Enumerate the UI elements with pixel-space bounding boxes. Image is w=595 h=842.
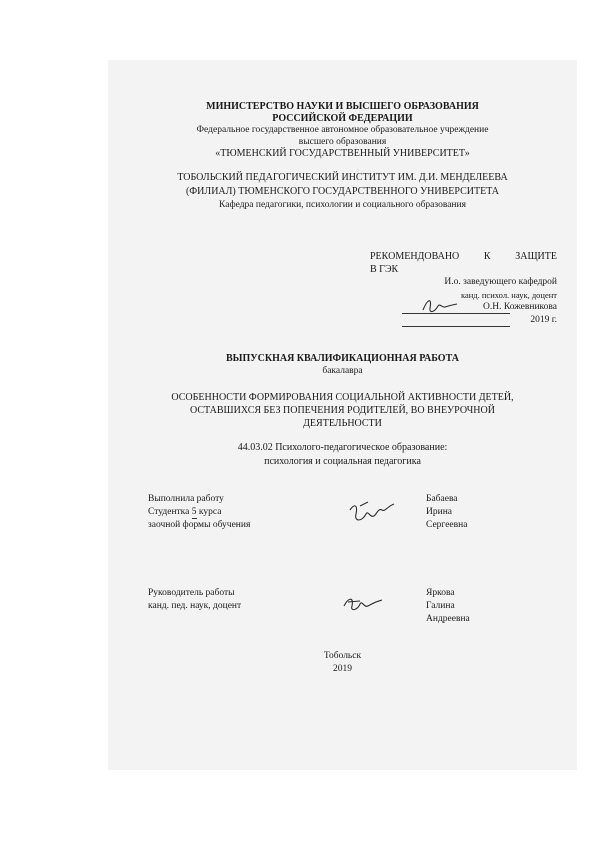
supervisor-patronymic: Андреевна [426,614,470,624]
topic-line-2: ОСТАВШИХСЯ БЕЗ ПОПЕЧЕНИЯ РОДИТЕЛЕЙ, ВО ВНЕУРОЧНОЙ [190,405,495,416]
approval-recommended-line-1: РЕКОМЕНДОВАНО К ЗАЩИТЕ [370,251,557,262]
approval-degree: канд. психол. наук, доцент [460,290,557,300]
supervisor-surname: Яркова [426,588,455,598]
footer-year: 2019 [333,664,352,674]
supervisor-label-line-2: канд. пед. наук, доцент [148,601,242,611]
author-surname: Бабаева [426,494,458,504]
branch-line-2: (ФИЛИАЛ) ТЮМЕНСКОГО ГОСУДАРСТВЕННОГО УНИВЕРСИТЕТА [185,186,500,197]
author-first-name: Ирина [426,507,452,517]
department-name: Кафедра педагогики, психологии и социального образования [219,200,466,210]
institution-line-2: высшего образования [298,137,387,147]
author-label-line-2 [148,508,221,519]
author-label-suffix: курса [198,507,222,517]
supervisor-signature-icon [340,590,386,616]
author-label-line-1: Выполнила работу [148,494,224,504]
approval-role: И.о. заведующего кафедрой [444,277,557,287]
direction-line-1: 44.03.02 Психолого-педагогическое образование: [237,442,448,453]
footer-city: Тобольск [323,651,362,661]
topic-line-3: ДЕЯТЕЛЬНОСТИ [303,418,382,429]
approval-year: 2019 г. [530,315,557,325]
ministry-line-1: МИНИСТЕРСТВО НАУКИ И ВЫСШЕГО ОБРАЗОВАНИЯ [206,101,479,112]
approval-date-line [402,316,510,327]
author-course-number: 5 [191,507,197,517]
institution-line-1: Федеральное государственное автономное образовательное учреждение [196,125,489,135]
supervisor-first-name: Галина [426,601,455,611]
branch-line-1: ТОБОЛЬСКИЙ ПЕДАГОГИЧЕСКИЙ ИНСТИТУТ ИМ. Д.И. МЕНДЕЛЕЕВА [177,172,508,183]
direction-line-2: психология и социальная педагогика [264,456,421,467]
work-level: бакалавра [322,366,363,376]
topic-line-1: ОСОБЕННОСТИ ФОРМИРОВАНИЯ СОЦИАЛЬНОЙ АКТИВНОСТИ ДЕТЕЙ, [171,392,514,403]
title-page [108,60,577,770]
approval-signature-icon [420,296,460,316]
work-type: ВЫПУСКНАЯ КВАЛИФИКАЦИОННАЯ РАБОТА [226,353,459,364]
author-signature-icon [344,500,402,528]
approval-name: О.Н. Кожевникова [483,302,557,312]
supervisor-label-line-1: Руководитель работы [148,588,235,598]
author-patronymic: Сергеевна [426,520,468,530]
approval-recommended-line-2: В ГЭК [370,264,399,275]
ministry-line-2: РОССИЙСКОЙ ФЕДЕРАЦИИ [272,113,413,124]
university-name: «ТЮМЕНСКИЙ ГОСУДАРСТВЕННЫЙ УНИВЕРСИТЕТ» [215,148,470,159]
author-label-prefix: Студентка [148,507,190,517]
author-label-line-3: заочной формы обучения [148,520,251,530]
